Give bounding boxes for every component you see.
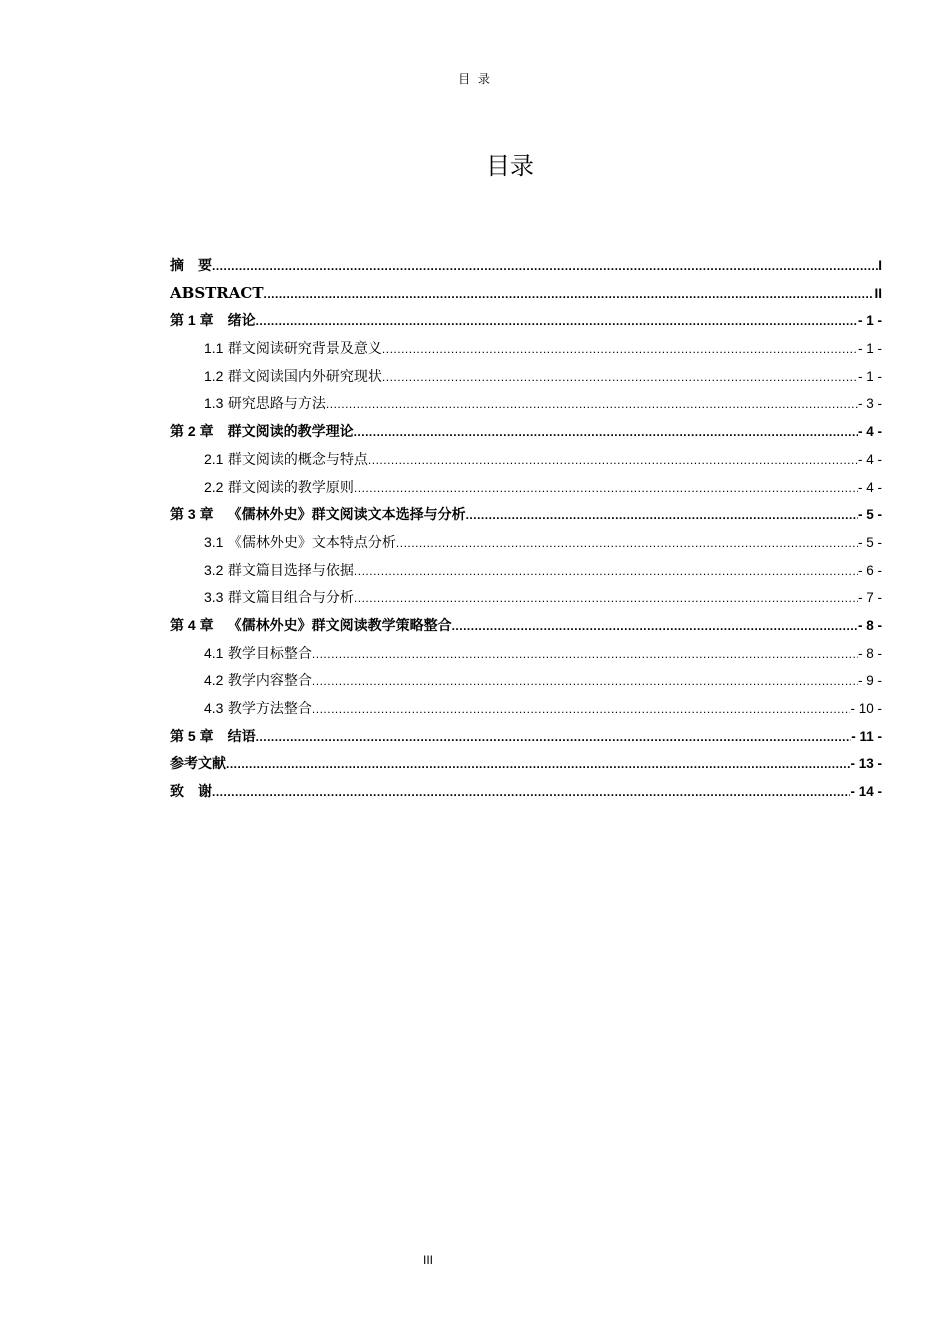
toc-entry-label [170,280,264,308]
toc-entry-chapter[interactable] [170,418,882,446]
toc-entry-text: 研究思路与方法 [227,396,326,413]
toc-entry-number: 第 1 章 [170,312,214,329]
toc-entry-label [204,446,368,474]
toc-entry-label [204,667,312,695]
toc-entry-label [204,363,382,391]
toc-entry-text: 群文篇目组合与分析 [227,590,354,607]
toc-entry-section[interactable] [170,446,882,474]
toc-entry-number: 3.3 [204,589,224,606]
toc-entry-label [204,557,354,585]
toc-dot-leader [256,308,858,335]
toc-entry-text: 群文阅读国内外研究现状 [227,368,382,385]
toc-entry-page: - 1 - [857,313,882,329]
toc-entry-label [170,418,354,446]
toc-entry-page: - 10 - [850,701,882,716]
toc-entry-text: ABSTRACT [170,283,264,302]
toc-dot-leader [354,558,858,585]
table-of-contents [170,252,882,806]
toc-entry-number: 1.2 [204,367,224,384]
toc-entry-chapter[interactable] [170,723,882,751]
toc-dot-leader [354,419,858,446]
toc-entry-number: 第 5 章 [170,727,214,744]
toc-entry-page: - 8 - [857,617,882,633]
toc-entry-chapter[interactable] [170,252,882,280]
toc-entry-label [204,584,354,612]
toc-entry-text: 结语 [227,728,256,745]
toc-dot-leader [326,391,858,418]
toc-dot-leader [382,336,858,363]
toc-entry-page: - 3 - [857,396,882,412]
toc-entry-chapter[interactable] [170,612,882,640]
toc-dot-leader [226,751,850,778]
toc-dot-leader [396,530,858,557]
toc-entry-label [204,335,382,363]
toc-entry-text: 群文篇目选择与依据 [227,562,354,579]
toc-dot-leader [312,696,851,723]
toc-entry-chapter[interactable] [170,778,882,806]
toc-entry-label [170,612,452,640]
toc-entry-text: 《儒林外史》群文阅读文本选择与分析 [227,507,466,524]
toc-entry-number: 3.1 [204,533,224,550]
toc-entry-text: 参考文献 [170,756,226,773]
toc-dot-leader [368,447,858,474]
toc-entry-label [204,529,396,557]
toc-entry-text: 绪论 [227,313,256,330]
toc-dot-leader [452,613,858,640]
toc-entry-label [204,390,326,418]
toc-dot-leader [256,724,852,751]
toc-entry-label [170,307,256,335]
toc-entry-section[interactable] [170,363,882,391]
toc-entry-page: - 5 - [857,534,882,550]
toc-entry-text: 群文阅读的概念与特点 [227,451,368,468]
toc-entry-section[interactable] [170,335,882,363]
toc-entry-label [204,474,354,502]
toc-entry-text: 群文阅读的教学原则 [227,479,354,496]
toc-entry-chapter[interactable] [170,280,882,308]
toc-entry-text: 致 谢 [170,784,212,801]
toc-entry-text: 摘 要 [170,258,212,274]
toc-entry-number: 2.1 [204,450,224,467]
toc-entry-section[interactable] [170,474,882,502]
toc-entry-number: 4.3 [204,700,224,716]
toc-entry-page: I [878,258,882,273]
toc-entry-text: 教学内容整合 [227,673,312,690]
toc-entry-page: - 7 - [857,590,882,606]
toc-entry-section[interactable] [170,557,882,585]
toc-entry-text: 群文阅读研究背景及意义 [227,341,382,358]
toc-entry-text: 教学方法整合 [227,701,312,717]
toc-entry-number: 3.2 [204,561,224,578]
toc-entry-page: - 6 - [857,562,882,578]
toc-entry-page: - 4 - [857,424,882,440]
toc-entry-text: 群文阅读的教学理论 [227,424,354,441]
toc-entry-page: - 11 - [851,728,882,744]
toc-dot-leader [312,641,858,668]
toc-entry-number: 第 2 章 [170,423,214,440]
toc-entry-section[interactable] [170,584,882,612]
toc-entry-page: - 4 - [857,451,882,467]
toc-entry-number: 1.1 [204,340,224,357]
toc-entry-page: - 9 - [857,673,882,689]
toc-dot-leader [354,475,858,502]
toc-entry-number: 2.2 [204,478,224,495]
toc-entry-number: 1.3 [204,395,224,412]
toc-entry-text: 《儒林外史》文本特点分析 [227,534,396,551]
toc-entry-page: - 1 - [857,341,882,357]
toc-entry-page: - 1 - [857,368,882,384]
toc-entry-text: 《儒林外史》群文阅读教学策略整合 [227,617,452,634]
toc-entry-page: - 13 - [850,756,882,772]
toc-entry-section[interactable] [170,640,882,668]
toc-dot-leader [466,502,858,529]
toc-entry-number: 第 3 章 [170,506,214,523]
toc-entry-page: - 8 - [857,645,882,661]
running-header: 目 录 [458,72,492,86]
toc-entry-label [170,253,212,280]
toc-entry-page: II [874,285,882,301]
toc-entry-page: - 4 - [857,479,882,495]
toc-entry-label [204,640,312,668]
toc-dot-leader [382,364,858,391]
toc-dot-leader [264,281,875,308]
toc-entry-page: - 14 - [850,784,882,800]
toc-entry-chapter[interactable] [170,750,882,778]
toc-entry-number: 4.2 [204,672,224,689]
toc-entry-label [170,723,256,751]
toc-entry-number: 第 4 章 [170,616,214,633]
toc-entry-section[interactable] [170,667,882,695]
toc-entry-label [170,751,226,778]
toc-entry-page: - 5 - [857,507,882,523]
toc-entry-text: 教学目标整合 [227,645,312,662]
toc-entry-chapter[interactable] [170,307,882,335]
toc-dot-leader [212,779,850,806]
toc-entry-section[interactable] [170,695,882,723]
toc-entry-label [204,695,312,723]
toc-entry-chapter[interactable] [170,501,882,529]
toc-entry-section[interactable] [170,529,882,557]
toc-entry-label [170,501,466,529]
toc-entry-section[interactable] [170,390,882,418]
toc-dot-leader [212,253,878,280]
page-title: 目录 [486,152,534,180]
toc-entry-number: 4.1 [204,644,224,661]
page-number: III [422,1253,433,1267]
toc-entry-label [170,779,212,806]
toc-dot-leader [312,668,858,695]
toc-dot-leader [354,585,858,612]
